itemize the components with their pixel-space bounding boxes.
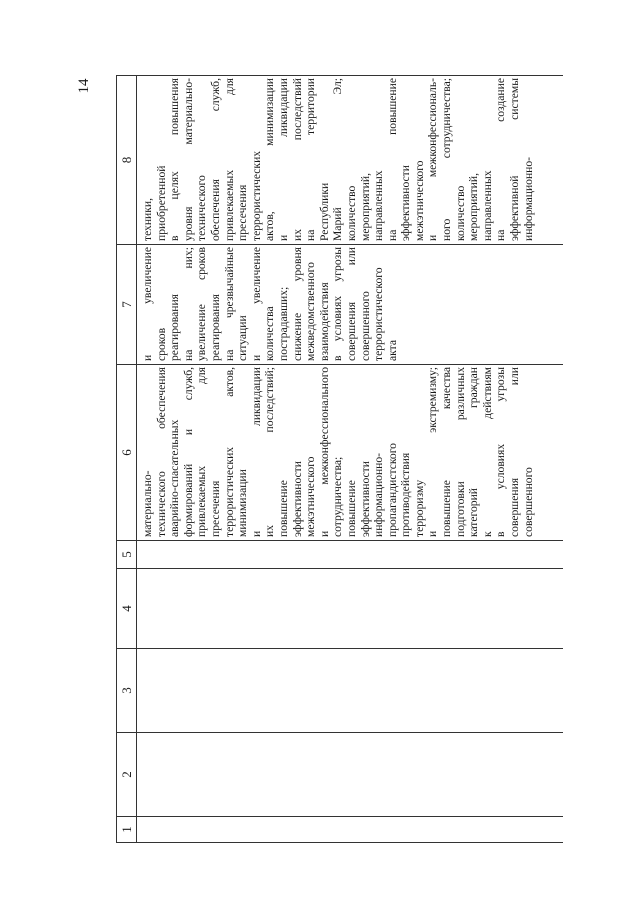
indicators-text bbox=[137, 76, 535, 244]
col8-line: Республики bbox=[317, 182, 331, 241]
col6-line: совершенного bbox=[521, 467, 535, 537]
col6-line: привлекаемых для bbox=[195, 367, 209, 537]
col8-line: технического bbox=[195, 175, 209, 241]
col8-line: обеспечения служб, bbox=[208, 78, 222, 241]
col6-line: технического обеспечения bbox=[154, 367, 168, 537]
col8-line: количество bbox=[344, 185, 358, 241]
col7-line: снижение уровня bbox=[290, 247, 304, 361]
column-header-8: 8 bbox=[117, 76, 137, 245]
col8-line: мероприятий, bbox=[358, 173, 372, 241]
program-table bbox=[116, 75, 563, 843]
col7-line: на них; bbox=[181, 247, 195, 361]
col8-line: направленных bbox=[372, 170, 386, 241]
cell-col-2 bbox=[137, 733, 564, 817]
col6-line: межэтнического bbox=[304, 456, 318, 537]
header-row bbox=[117, 76, 137, 843]
col7-line: сроков bbox=[154, 327, 168, 361]
col8-line: мероприятий, bbox=[467, 173, 481, 241]
col6-line: совершения или bbox=[508, 367, 522, 537]
col6-line: подготовки различных bbox=[453, 367, 467, 537]
column-header-5: 5 bbox=[117, 541, 137, 569]
col8-line: приобретенной bbox=[154, 165, 168, 241]
col7-line: на чрезвычайные bbox=[222, 247, 236, 361]
col7-line: в условиях угрозы bbox=[331, 247, 345, 361]
col8-line: направленных bbox=[480, 170, 494, 241]
col8-line: эффективности bbox=[399, 165, 413, 241]
column-header-3: 3 bbox=[117, 649, 137, 733]
col7-line: совершенного bbox=[358, 291, 372, 361]
col8-line: техники, bbox=[141, 197, 154, 241]
column-header-7: 7 bbox=[117, 245, 137, 365]
col6-line: категорий граждан bbox=[467, 367, 481, 537]
col6-line: повышение качества bbox=[440, 367, 454, 537]
rotated-table-container bbox=[116, 76, 562, 843]
col8-line: на создание bbox=[494, 78, 508, 241]
cell-col-6 bbox=[137, 365, 564, 541]
cell-col-8 bbox=[137, 76, 564, 245]
col8-line: пресечения bbox=[236, 184, 250, 241]
col8-line: на повышение bbox=[385, 78, 399, 241]
col7-line: совершения или bbox=[344, 247, 358, 361]
col6-line: к действиям bbox=[480, 367, 494, 537]
col8-line: ного сотрудничества; bbox=[440, 78, 454, 241]
col7-line: акта bbox=[385, 340, 399, 361]
cell-col-4 bbox=[137, 569, 564, 649]
col7-line: реагирования bbox=[168, 294, 182, 361]
col8-line: на территории bbox=[304, 78, 318, 241]
col6-line: информационно- bbox=[372, 452, 386, 537]
col6-line: и экстремизму; bbox=[426, 367, 440, 537]
col8-line: эффективной системы bbox=[508, 78, 522, 241]
col8-line: количество bbox=[453, 185, 467, 241]
col8-line: их последствий bbox=[290, 78, 304, 241]
col8-line: террористических bbox=[249, 150, 263, 241]
column-header-4: 4 bbox=[117, 569, 137, 649]
col6-line: их последствий; bbox=[263, 367, 277, 537]
col8-line: информационно- bbox=[521, 156, 535, 241]
col6-line: эффективности bbox=[358, 461, 372, 537]
col8-line: и ликвидации bbox=[276, 78, 290, 241]
cell-col-3 bbox=[137, 649, 564, 733]
column-header-2: 2 bbox=[117, 733, 137, 817]
col6-line: пресечения bbox=[208, 480, 222, 537]
col8-line: уровня материально- bbox=[181, 78, 195, 241]
col7-line: и увеличение bbox=[141, 247, 154, 361]
column-header-1: 1 bbox=[117, 817, 137, 843]
cell-col-5 bbox=[137, 541, 564, 569]
col8-line: привлекаемых для bbox=[222, 78, 236, 241]
col6-line: эффективности bbox=[290, 461, 304, 537]
col7-line: увеличение сроков bbox=[195, 247, 209, 361]
col6-line: повышение bbox=[276, 480, 290, 537]
col7-line: межведомственного bbox=[304, 262, 318, 361]
col6-line: сотрудничества; bbox=[331, 456, 345, 537]
col6-line: террористических актов, bbox=[222, 367, 236, 537]
col8-line: и межконфессиональ- bbox=[426, 78, 440, 241]
col6-line: противодействия bbox=[399, 452, 413, 537]
col6-line: повышение bbox=[344, 480, 358, 537]
col6-line: в условиях угрозы bbox=[494, 367, 508, 537]
col7-line: взаимодействия bbox=[317, 282, 331, 361]
col7-line: ситуации bbox=[236, 315, 250, 361]
col8-line: межэтнического bbox=[412, 160, 426, 241]
col6-line: формирований и служб, bbox=[181, 367, 195, 537]
col6-line: минимизации bbox=[236, 469, 250, 537]
risks-text bbox=[137, 245, 399, 364]
expected-results-text bbox=[137, 365, 535, 540]
col6-line: аварийно-спасательных bbox=[168, 419, 182, 537]
cell-col-7 bbox=[137, 245, 564, 365]
col6-line: и ликвидации bbox=[249, 367, 263, 537]
col7-line: пострадавших; bbox=[276, 286, 290, 361]
col7-line: реагирования bbox=[208, 294, 222, 361]
col6-line: материально- bbox=[141, 470, 154, 537]
col8-line: в целях повышения bbox=[168, 78, 182, 241]
col7-line: и увеличение bbox=[249, 247, 263, 361]
col7-line: террористического bbox=[372, 267, 386, 361]
column-header-6: 6 bbox=[117, 365, 137, 541]
col6-line: и межконфессионального bbox=[317, 367, 331, 537]
cell-col-1 bbox=[137, 817, 564, 843]
col6-line: пропагандистского bbox=[385, 443, 399, 537]
page-number: 14 bbox=[76, 78, 92, 94]
table-row bbox=[137, 76, 564, 843]
col7-line: количества bbox=[263, 306, 277, 361]
col8-line: актов, минимизации bbox=[263, 78, 277, 241]
col6-line: терроризму bbox=[412, 479, 426, 537]
col8-line: Марий Эл; bbox=[331, 78, 345, 241]
